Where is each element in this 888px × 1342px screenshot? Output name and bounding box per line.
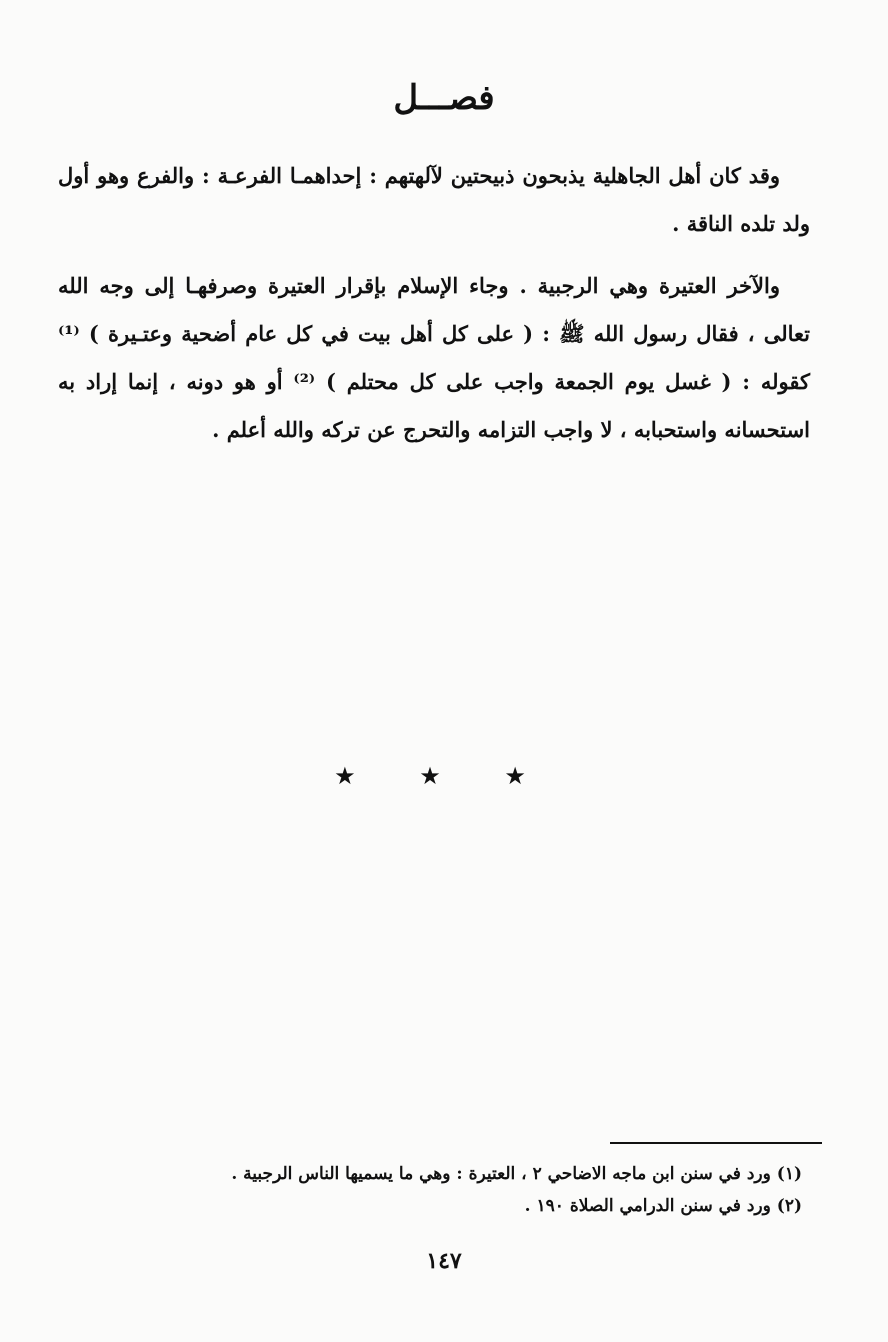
star-icon: ★	[504, 762, 554, 790]
page-number: ١٤٧	[426, 1248, 462, 1274]
footnotes	[102, 1158, 802, 1222]
paragraph-2	[58, 262, 810, 454]
footnote-divider	[610, 1142, 822, 1144]
paragraph-1-text: وقد كان أهل الجاهلية يذبحون ذبيحتين لآلهتهم : إحداهمـا الفرعـة : والفرع وهو أول ولد تلده الناقة .	[58, 163, 810, 236]
footnote-1: (١) ورد في سنن ابن ماجه الاضاحي ٢ ، العتيرة : وهي ما يسميها الناس الرجبية .	[231, 1164, 802, 1184]
section-heading: فصـــل	[393, 78, 495, 118]
paragraph-1	[58, 152, 810, 248]
paragraph-2-text: والآخر العتيرة وهي الرجبية . وجاء الإسلام بإقرار العتيرة وصرفهـا إلى وجه الله تعالى ، فقال رسول الله ﷺ : ( على كل أهل بيت في كل عام أضحية وعتـيرة ) ⁽¹⁾ كقوله : ( غسل يوم الجمعة واجب على كل محتلم ) ⁽²⁾ أو هو دونه ، إنما إراد به استحسانه واستحبابه ، لا واجب التزامه والتحرج عن تركه والله أعلم .	[58, 273, 810, 442]
star-icon: ★	[334, 762, 384, 790]
section-separator	[0, 762, 888, 790]
footnote-2: (٢) ورد في سنن الدرامي الصلاة ١٩٠ .	[524, 1196, 802, 1216]
star-icon: ★	[419, 762, 469, 790]
